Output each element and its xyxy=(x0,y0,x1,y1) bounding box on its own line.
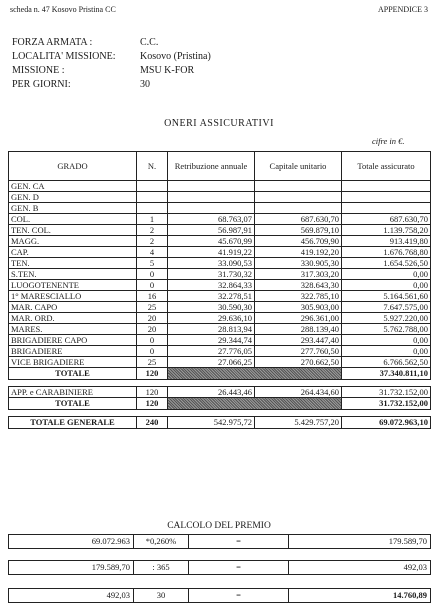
header-retribuzione: Retribuzione annuale xyxy=(168,152,255,181)
totale-cell: 687.630,70 xyxy=(342,214,431,225)
totale-cell: 0,00 xyxy=(342,280,431,291)
table-row xyxy=(9,203,431,214)
n-cell xyxy=(137,192,168,203)
calc-equals: = xyxy=(189,589,289,603)
capitale-cell: 328.643,30 xyxy=(255,280,342,291)
grado-cell: MAGG. xyxy=(9,236,137,247)
calc-title: CALCOLO DEL PREMIO xyxy=(167,521,271,531)
retribuzione-cell xyxy=(168,192,255,203)
header-grado: GRADO xyxy=(9,152,137,181)
localita-label: LOCALITA' MISSIONE: xyxy=(12,51,116,62)
grado-cell: COL. xyxy=(9,214,137,225)
spacer-cell xyxy=(9,410,431,417)
n-cell: 2 xyxy=(137,225,168,236)
n-cell: 120 xyxy=(137,387,168,398)
table-row xyxy=(9,335,431,346)
retribuzione-cell: 30.590,30 xyxy=(168,302,255,313)
grado-cell: GEN. D xyxy=(9,192,137,203)
retribuzione-cell: 26.443,46 xyxy=(168,387,255,398)
n-cell: 0 xyxy=(137,346,168,357)
header-capitale: Capitale unitario xyxy=(255,152,342,181)
totale-cell: 5.762.788,00 xyxy=(342,324,431,335)
totale-cell xyxy=(342,192,431,203)
calc-equals: = xyxy=(189,535,289,549)
capitale-cell: 456.709,90 xyxy=(255,236,342,247)
grand-total-row xyxy=(9,417,431,429)
capitale-cell: 293.447,40 xyxy=(255,335,342,346)
grado-cell: VICE BRIGADIERE xyxy=(9,357,137,368)
table-row xyxy=(9,280,431,291)
retribuzione-cell: 29.636,10 xyxy=(168,313,255,324)
table-row xyxy=(9,225,431,236)
missione-label: MISSIONE : xyxy=(12,65,65,76)
n-cell: 2 xyxy=(137,236,168,247)
capitale-cell xyxy=(255,192,342,203)
grand-total-capitale: 5.429.757,20 xyxy=(255,417,342,429)
retribuzione-cell: 28.813,94 xyxy=(168,324,255,335)
capitale-cell: 277.760,50 xyxy=(255,346,342,357)
total-label: TOTALE xyxy=(9,398,137,410)
n-cell: 25 xyxy=(137,357,168,368)
table-row xyxy=(9,192,431,203)
retribuzione-cell: 27.776,05 xyxy=(168,346,255,357)
header-totale: Totale assicurato xyxy=(342,152,431,181)
scheda-label: scheda n. 47 Kosovo Pristina CC xyxy=(10,5,116,14)
calc-operator: : 365 xyxy=(134,561,189,575)
grado-cell: MAR. CAPO xyxy=(9,302,137,313)
oneri-table xyxy=(8,151,431,429)
grado-cell: GEN. CA xyxy=(9,181,137,192)
forza-armata-label: FORZA ARMATA : xyxy=(12,37,93,48)
table-row xyxy=(9,346,431,357)
grand-total-total: 69.072.963,10 xyxy=(342,417,431,429)
table-row xyxy=(9,357,431,368)
grado-cell: BRIGADIERE CAPO xyxy=(9,335,137,346)
total-value: 31.732.152,00 xyxy=(342,398,431,410)
totale-cell: 1.676.768,80 xyxy=(342,247,431,258)
calc-equals: = xyxy=(189,561,289,575)
grado-cell: GEN. B xyxy=(9,203,137,214)
grado-cell: 1° MARESCIALLO xyxy=(9,291,137,302)
table-row xyxy=(9,302,431,313)
total-row-1 xyxy=(9,368,431,380)
capitale-cell: 569.879,10 xyxy=(255,225,342,236)
retribuzione-cell: 29.344,74 xyxy=(168,335,255,346)
n-cell: 20 xyxy=(137,324,168,335)
grado-cell: LUOGOTENENTE xyxy=(9,280,137,291)
n-cell xyxy=(137,203,168,214)
retribuzione-cell: 32.864,33 xyxy=(168,280,255,291)
totale-cell: 913.419,80 xyxy=(342,236,431,247)
retribuzione-cell: 41.919,22 xyxy=(168,247,255,258)
capitale-cell xyxy=(255,181,342,192)
table-row xyxy=(9,181,431,192)
calc-operator: 30 xyxy=(134,589,189,603)
retribuzione-cell xyxy=(168,203,255,214)
calc-operator: *0,260% xyxy=(134,535,189,549)
n-cell: 0 xyxy=(137,335,168,346)
grado-cell: TEN. COL. xyxy=(9,225,137,236)
appendice-label: APPENDICE 3 xyxy=(377,5,428,14)
capitale-cell: 330.905,30 xyxy=(255,258,342,269)
capitale-cell xyxy=(255,203,342,214)
n-cell xyxy=(137,181,168,192)
n-cell: 0 xyxy=(137,269,168,280)
retribuzione-cell: 31.730,32 xyxy=(168,269,255,280)
totale-cell: 5.927.220,00 xyxy=(342,313,431,324)
capitale-cell: 419.192,20 xyxy=(255,247,342,258)
capitale-cell: 322.785,10 xyxy=(255,291,342,302)
capitale-cell: 270.662,50 xyxy=(255,357,342,368)
table-row xyxy=(9,269,431,280)
total-row-2 xyxy=(9,398,431,410)
calc-value: 69.072.963 xyxy=(9,535,134,549)
totale-cell: 5.164.561,60 xyxy=(342,291,431,302)
n-cell: 0 xyxy=(137,280,168,291)
total-n: 120 xyxy=(137,398,168,410)
retribuzione-cell: 32.278,51 xyxy=(168,291,255,302)
table-row xyxy=(9,387,431,398)
table-header-row xyxy=(9,152,431,181)
totale-cell: 7.647.575,00 xyxy=(342,302,431,313)
retribuzione-cell: 68.763,07 xyxy=(168,214,255,225)
totale-cell: 0,00 xyxy=(342,269,431,280)
grado-cell: MAR. ORD. xyxy=(9,313,137,324)
total-n: 120 xyxy=(137,368,168,380)
n-cell: 1 xyxy=(137,214,168,225)
capitale-cell: 264.434,60 xyxy=(255,387,342,398)
totale-cell: 0,00 xyxy=(342,335,431,346)
capitale-cell: 288.139,40 xyxy=(255,324,342,335)
calc-row-1 xyxy=(8,534,431,549)
retribuzione-cell: 27.066,25 xyxy=(168,357,255,368)
totale-cell: 1.654.526,50 xyxy=(342,258,431,269)
grado-cell: BRIGADIERE xyxy=(9,346,137,357)
capitale-cell: 305.903,00 xyxy=(255,302,342,313)
missione-value: MSU K-FOR xyxy=(140,65,195,76)
calc-row-2 xyxy=(8,560,431,575)
spacer-cell xyxy=(9,380,431,387)
totale-cell: 0,00 xyxy=(342,346,431,357)
grado-cell: APP. e CARABINIERE xyxy=(9,387,137,398)
table-row xyxy=(9,313,431,324)
giorni-label: PER GIORNI: xyxy=(12,79,71,90)
n-cell: 20 xyxy=(137,313,168,324)
calc-result: 179.589,70 xyxy=(289,535,431,549)
calc-row-3 xyxy=(8,588,431,603)
capitale-cell: 317.303,20 xyxy=(255,269,342,280)
n-cell: 16 xyxy=(137,291,168,302)
retribuzione-cell: 45.670,99 xyxy=(168,236,255,247)
calc-value: 179.589,70 xyxy=(9,561,134,575)
retribuzione-cell xyxy=(168,181,255,192)
totale-cell: 31.732.152,00 xyxy=(342,387,431,398)
unit-note: cifre in €. xyxy=(372,136,405,146)
shaded-cell xyxy=(168,398,342,410)
table-row xyxy=(9,236,431,247)
grado-cell: TEN. xyxy=(9,258,137,269)
total-value: 37.340.811,10 xyxy=(342,368,431,380)
grand-total-n: 240 xyxy=(137,417,168,429)
retribuzione-cell: 56.987,91 xyxy=(168,225,255,236)
grado-cell: MARES. xyxy=(9,324,137,335)
header-n: N. xyxy=(137,152,168,181)
grado-cell: CAP. xyxy=(9,247,137,258)
totale-cell: 6.766.562,50 xyxy=(342,357,431,368)
forza-armata-value: C.C. xyxy=(140,37,159,48)
n-cell: 4 xyxy=(137,247,168,258)
totale-cell xyxy=(342,203,431,214)
n-cell: 5 xyxy=(137,258,168,269)
spacer-row xyxy=(9,410,431,417)
table-row xyxy=(9,258,431,269)
table-row xyxy=(9,291,431,302)
section-title: ONERI ASSICURATIVI xyxy=(164,118,274,129)
calc-result-final: 14.760,89 xyxy=(289,589,431,603)
capitale-cell: 687.630,70 xyxy=(255,214,342,225)
totale-cell: 1.139.758,20 xyxy=(342,225,431,236)
table-row xyxy=(9,247,431,258)
grand-total-retribuzione: 542.975,72 xyxy=(168,417,255,429)
grand-total-label: TOTALE GENERALE xyxy=(9,417,137,429)
shaded-cell xyxy=(168,368,342,380)
table-row xyxy=(9,324,431,335)
localita-value: Kosovo (Pristina) xyxy=(140,51,211,62)
total-label: TOTALE xyxy=(9,368,137,380)
giorni-value: 30 xyxy=(140,79,150,90)
retribuzione-cell: 33.090,53 xyxy=(168,258,255,269)
calc-value: 492,03 xyxy=(9,589,134,603)
spacer-row xyxy=(9,380,431,387)
calc-result: 492,03 xyxy=(289,561,431,575)
capitale-cell: 296.361,00 xyxy=(255,313,342,324)
totale-cell xyxy=(342,181,431,192)
grado-cell: S.TEN. xyxy=(9,269,137,280)
table-row xyxy=(9,214,431,225)
n-cell: 25 xyxy=(137,302,168,313)
